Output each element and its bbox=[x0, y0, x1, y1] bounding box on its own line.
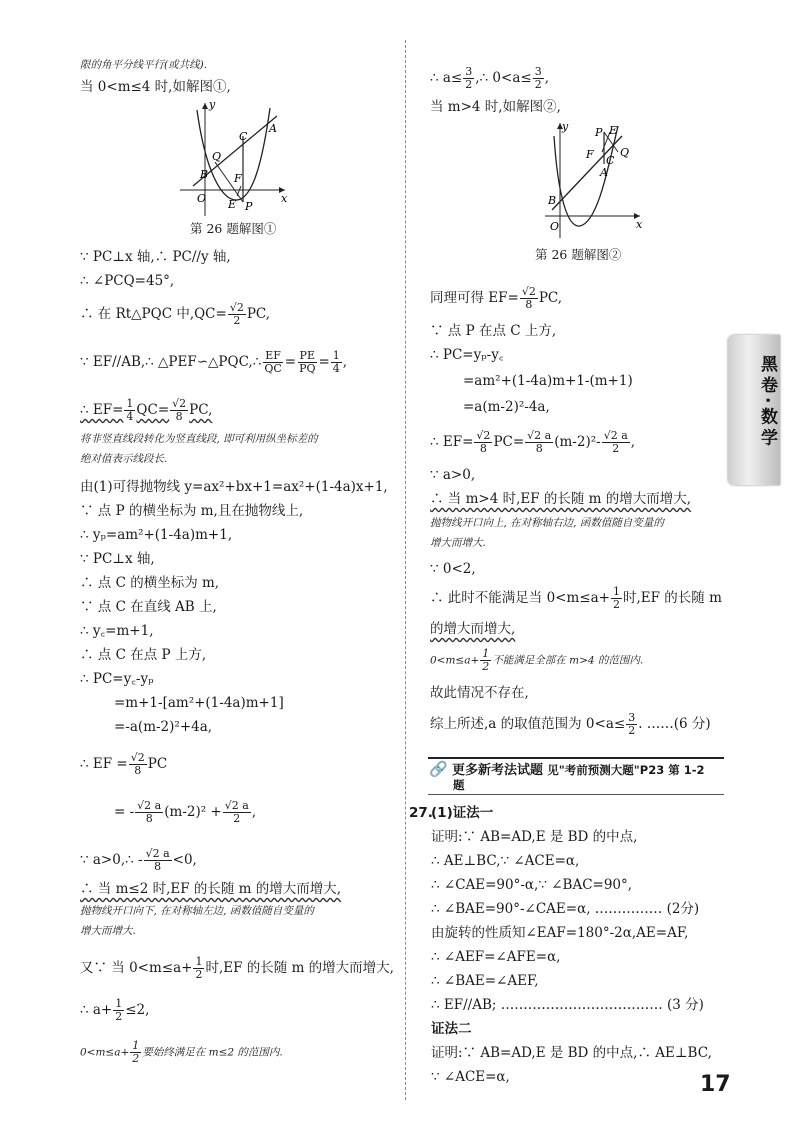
text-line: ∴ y꜀=m+1, bbox=[80, 623, 154, 639]
note-line: 绝对值表示线段长. bbox=[80, 453, 168, 465]
fig2-label: y bbox=[562, 120, 569, 133]
text-line: ∵ PC⊥x 轴,∴ PC//y 轴, bbox=[80, 249, 231, 265]
fig1-label: O bbox=[197, 192, 207, 205]
more-questions-banner bbox=[429, 760, 705, 780]
fig2-label: E bbox=[609, 124, 618, 137]
equation-line: ∴ EF= $\frac{√2}{8}$ PC= $\frac{√2 a}{8}$ (m-2)²- $\frac{√2 a}{2}$ , bbox=[430, 429, 636, 455]
text-line: ∴ ∠CAE=90°-α,∵ ∠BAC=90°, bbox=[431, 877, 633, 893]
text-line: 的增大而增大, bbox=[430, 621, 516, 637]
note-line: 0<m≤a+ $\frac{1}{2}$ 不能满足全部在 m>4 的范围内. bbox=[430, 647, 644, 673]
note-line: 0<m≤a+ $\frac{1}{2}$ 要始终满足在 m≤2 的范围内. bbox=[80, 1039, 283, 1065]
text-line: ∴ AE⊥BC,∵ ∠ACE=α, bbox=[431, 853, 580, 869]
fig2-label: A bbox=[600, 166, 608, 179]
page-number: 17 bbox=[700, 1072, 731, 1097]
text-line: ∴ PC=yₚ-y꜀ bbox=[430, 347, 504, 363]
equation-line: ∴ a≤ $\frac{3}{2}$ ,∴ 0<a≤ $\frac{3}{2}$ , bbox=[430, 65, 549, 91]
fig1-label: P bbox=[245, 200, 253, 213]
text-line: ∵ 点 C 在直线 AB 上, bbox=[80, 599, 217, 615]
fig1-label: C bbox=[239, 130, 248, 143]
equation-line: ∴ 此时不能满足当 0<m≤a+ $\frac{1}{2}$ 时,EF 的长随 m bbox=[430, 585, 722, 611]
fig1-label: y bbox=[209, 98, 216, 111]
equation-line: ∵ EF//AB,∴ △PEF∽△PQC,∴ $\frac{EF}{QC}$ = $\frac{PE}{PQ}$ = $\frac{1}{4}$ , bbox=[80, 349, 348, 375]
text-line: 由旋转的性质知∠EAF=180°-2α,AE=AF, bbox=[431, 925, 689, 941]
text-line: ∴ 点 C 的横坐标为 m, bbox=[80, 575, 220, 591]
text-line: ∴ ∠BAE=∠AEF, bbox=[431, 973, 539, 989]
equation-line: ∵ a>0,∴ - $\frac{√2 a}{8}$ <0, bbox=[80, 847, 197, 873]
fig2-label: C bbox=[606, 154, 615, 167]
text-line: =m+1-[am²+(1-4a)m+1] bbox=[114, 695, 284, 711]
fig1-label: Q bbox=[212, 150, 222, 163]
text-line: ∵ 点 P 在点 C 上方, bbox=[430, 323, 557, 339]
fig2-label: P bbox=[595, 126, 603, 139]
text-line: ∵ PC⊥x 轴, bbox=[80, 551, 155, 567]
text-line: =-a(m-2)²+4a, bbox=[114, 719, 213, 735]
proof-heading: (1)证法一 bbox=[431, 805, 494, 821]
note-line: 抛物线开口向下, 在对称轴左边, 函数值随自变量的 bbox=[80, 905, 314, 917]
text-line: 证明:∵ AB=AD,E 是 BD 的中点, bbox=[431, 829, 638, 845]
more-title: 更多新考法试题 bbox=[451, 763, 543, 778]
equation-line: = - $\frac{√2 a}{8}$ (m-2)² + $\frac{√2 a}{2}$ , bbox=[114, 799, 257, 825]
text-line: 故此情况不存在, bbox=[430, 685, 529, 701]
equation-line: 又∵ 当 0<m≤a+ $\frac{1}{2}$ 时,EF 的长随 m 的增大而增大, bbox=[80, 955, 394, 981]
text-line: ∴ ∠PCQ=45°, bbox=[80, 273, 175, 289]
fig2-label: F bbox=[586, 148, 594, 161]
banner-rule-top bbox=[428, 757, 724, 759]
text-line: ∵ 点 P 的横坐标为 m,且在抛物线上, bbox=[80, 503, 304, 519]
text-line: ∵ a>0, bbox=[430, 467, 476, 483]
figure-1 bbox=[175, 98, 290, 218]
text-line: =am²+(1-4a)m+1-(m+1) bbox=[463, 373, 633, 389]
fig2-label: O bbox=[550, 220, 560, 233]
text-line: 当 0<m≤4 时,如解图①, bbox=[80, 79, 231, 95]
text-line: 证明:∵ AB=AD,E 是 BD 的中点,∴ AE⊥BC, bbox=[431, 1045, 712, 1061]
fig2-label: B bbox=[548, 194, 557, 207]
fig1-label: E bbox=[228, 198, 237, 211]
side-tab-label: 黑卷·数学 bbox=[757, 355, 777, 450]
proof-heading: 证法二 bbox=[431, 1021, 472, 1037]
figure-2 bbox=[540, 118, 645, 240]
text-line: 当 m>4 时,如解图②, bbox=[430, 99, 561, 115]
text-line: ∴ 当 m≤2 时,EF 的长随 m 的增大而增大, bbox=[80, 881, 342, 897]
text-line: ∵ ∠ACE=α, bbox=[431, 1069, 510, 1085]
equation-line: ∴ a+ $\frac{1}{2}$ ≤2, bbox=[80, 997, 150, 1023]
fig1-label: x bbox=[281, 192, 288, 205]
link-icon: 🔗 bbox=[429, 760, 448, 778]
banner-rule-bottom bbox=[428, 794, 724, 795]
figure-caption: 第 26 题解图① bbox=[190, 221, 277, 236]
text-line: =a(m-2)²-4a, bbox=[463, 399, 550, 415]
note-line: 抛物线开口向上, 在对称轴右边, 函数值随自变量的 bbox=[430, 517, 664, 529]
text-line: ∴ ∠BAE=90°-∠CAE=α, …………… (2分) bbox=[431, 901, 700, 917]
text-line: ∴ PC=y꜀-yₚ bbox=[80, 671, 154, 687]
equation-line: ∴ EF = $\frac{√2}{8}$ PC bbox=[80, 751, 168, 777]
text-line: ∴ 点 C 在点 P 上方, bbox=[80, 647, 207, 663]
equation-line: ∴ 在 Rt△PQC 中,QC= $\frac{√2}{2}$ PC, bbox=[80, 301, 271, 327]
equation-line: 综上所述,a 的取值范围为 0<a≤ $\frac{3}{2}$ . ……(6 分) bbox=[430, 711, 711, 737]
equation-line: ∴ EF= $\frac{1}{4}$ QC= $\frac{√2}{8}$ PC, bbox=[80, 397, 213, 423]
text-line: ∴ yₚ=am²+(1-4a)m+1, bbox=[80, 527, 233, 543]
fig2-label: x bbox=[636, 218, 643, 231]
side-tab bbox=[728, 335, 780, 485]
fig1-label: F bbox=[234, 172, 242, 185]
more-note: 见"考前预测大题"P23 第 1-2 bbox=[547, 763, 705, 777]
note-line: 增大而增大. bbox=[430, 537, 486, 549]
equation-line: 同理可得 EF= $\frac{√2}{8}$ PC, bbox=[430, 285, 563, 311]
fig2-label: Q bbox=[620, 146, 630, 159]
fig1-label: A bbox=[269, 122, 277, 135]
more-note-cont: 题 bbox=[453, 778, 465, 792]
question-number: 27. bbox=[409, 805, 433, 821]
text-line: ∴ EF//AB; ……………………………… (3 分) bbox=[431, 997, 704, 1013]
note-line: 增大而增大. bbox=[80, 925, 136, 937]
text-line: ∵ 0<2, bbox=[430, 561, 476, 577]
note-line: 将非竖直线段转化为竖直线段, 即可利用纵坐标差的 bbox=[80, 433, 318, 445]
column-divider bbox=[405, 40, 406, 1100]
text-line: 由(1)可得抛物线 y=ax²+bx+1=ax²+(1-4a)x+1, bbox=[80, 479, 388, 495]
figure-caption: 第 26 题解图② bbox=[535, 247, 622, 262]
text-line: 限的角平分线平行(或共线). bbox=[80, 59, 208, 71]
text-line: ∴ 当 m>4 时,EF 的长随 m 的增大而增大, bbox=[430, 491, 692, 507]
text-line: ∴ ∠AEF=∠AFE=α, bbox=[431, 949, 561, 965]
fig1-label: B bbox=[200, 168, 209, 181]
